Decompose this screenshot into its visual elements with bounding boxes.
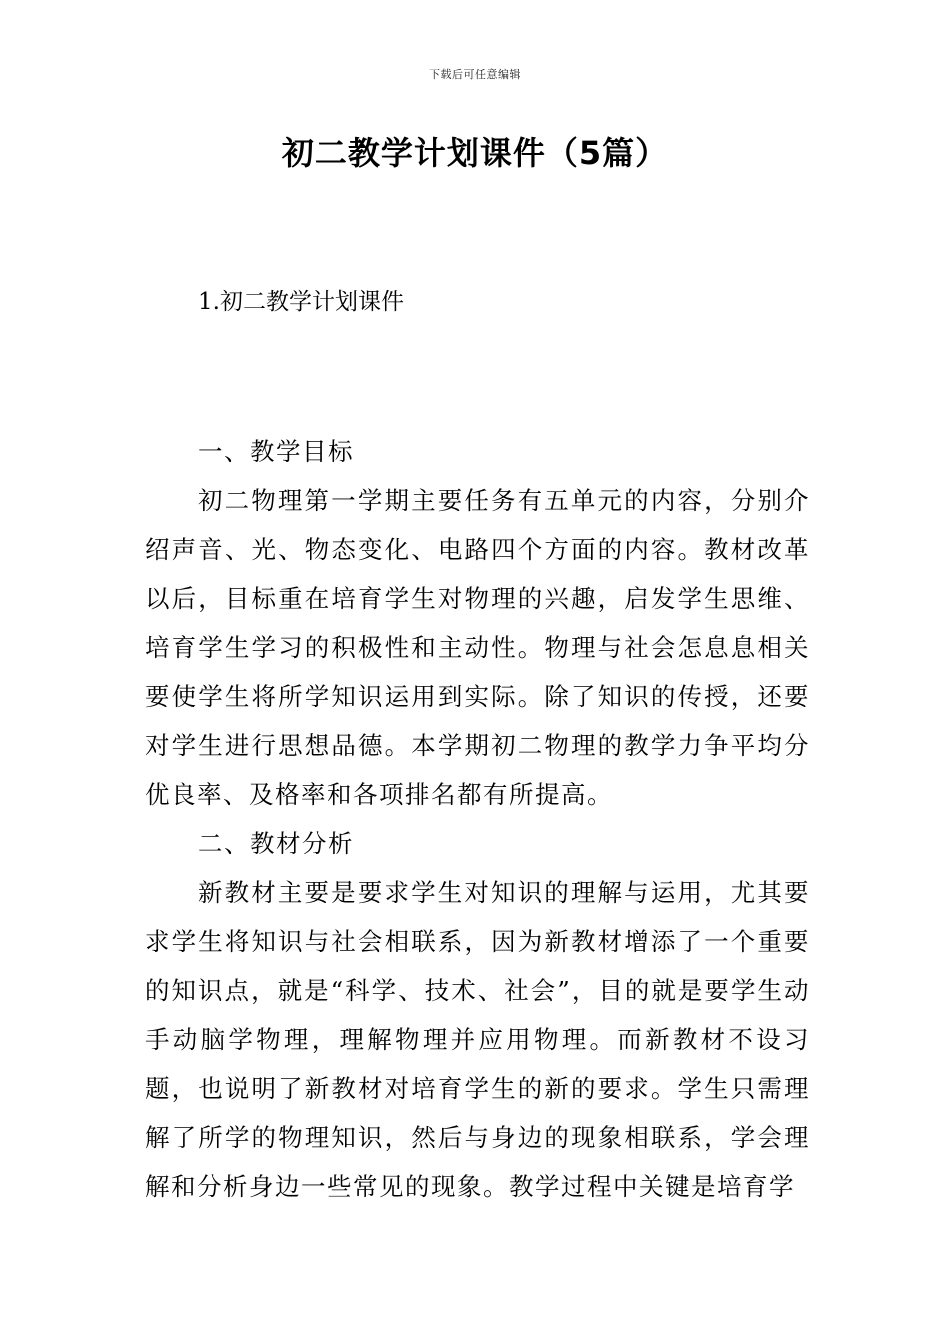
section-heading-analysis: 二、教材分析	[198, 829, 354, 858]
document-title: 初二教学计划课件（5篇）	[281, 134, 669, 172]
section-heading-goals: 一、教学目标	[198, 437, 354, 466]
header-note: 下载后可任意编辑	[429, 68, 521, 81]
document-body	[145, 427, 810, 1211]
section-paragraph-analysis: 新教材主要是要求学生对知识的理解与运用，尤其要求学生将知识与社会相联系，因为新教材增添了一个重要的知识点，就是“科学、技术、社会”，目的就是要学生动手动脑学物理，理解物理并应用物理。而新教材不设习题，也说明了新教材对培育学生的新的要求。学生只需理解了所学的物理知识，然后与身边的现象相联系，学会理解和分析身边一些常见的现象。教学过程中关键是培育学	[145, 878, 810, 1201]
document-subtitle: 1.初二教学计划课件	[198, 289, 404, 315]
section-paragraph-goals: 初二物理第一学期主要任务有五单元的内容，分别介绍声音、光、物态变化、电路四个方面的内容。教材改革以后，目标重在培育学生对物理的兴趣，启发学生思维、培育学生学习的积极性和主动性。物理与社会怎息息相关要使学生将所学知识运用到实际。除了知识的传授，还要对学生进行思想品德。本学期初二物理的教学力争平均分优良率、及格率和各项排名都有所提高。	[145, 486, 810, 809]
